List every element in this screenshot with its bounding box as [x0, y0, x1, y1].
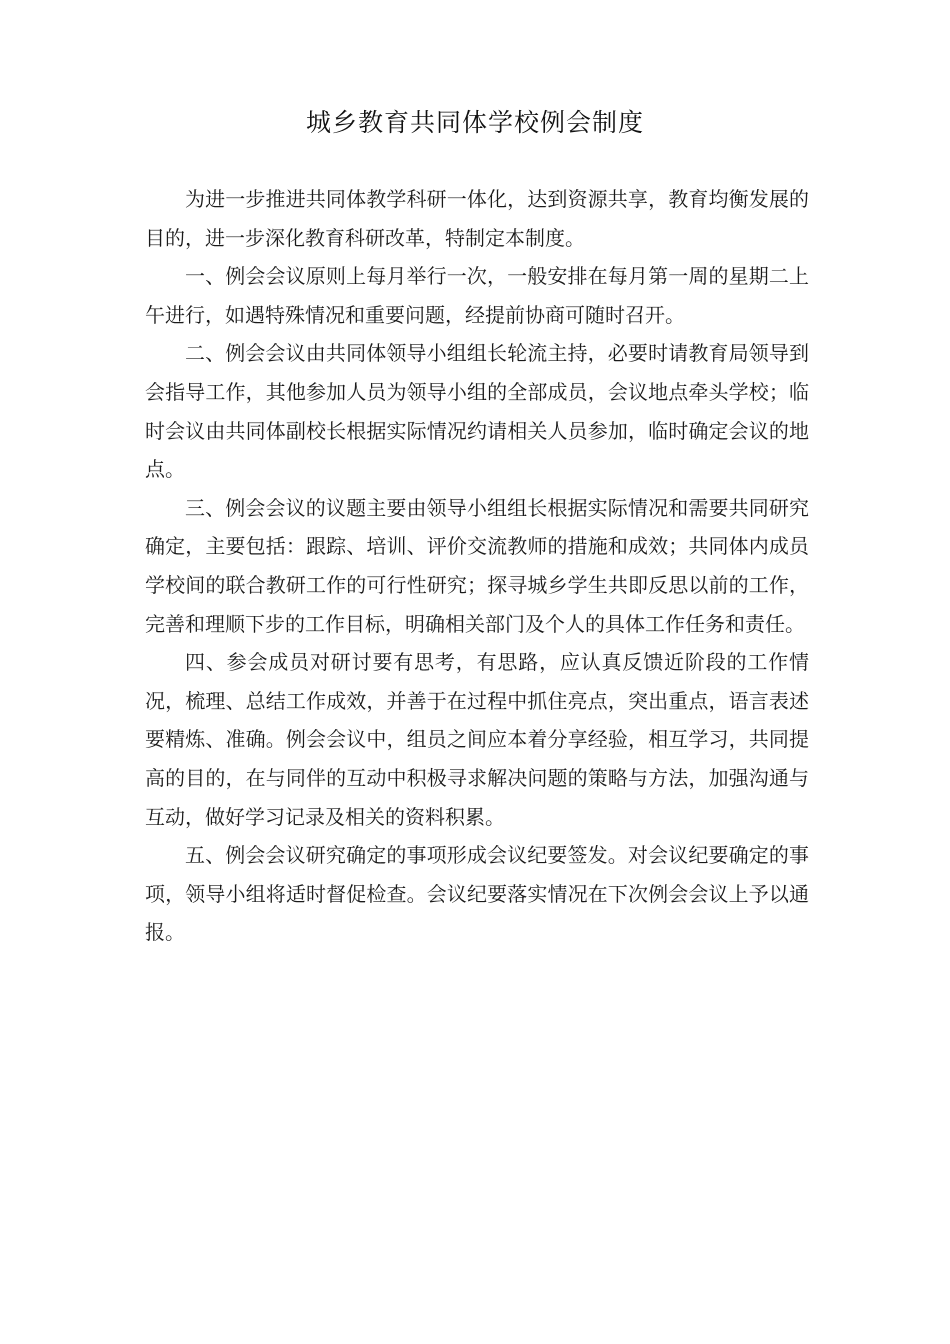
- document-body: [145, 180, 809, 952]
- paragraph-intro: 为进一步推进共同体教学科研一体化，达到资源共享，教育均衡发展的目的，进一步深化教育科研改革，特制定本制度。: [145, 187, 809, 250]
- document-title: 城乡教育共同体学校例会制度: [305, 108, 644, 137]
- paragraph-rule-1: 一、例会会议原则上每月举行一次，一般安排在每月第一周的星期二上午进行，如遇特殊情况和重要问题，经提前协商可随时召开。: [145, 264, 809, 327]
- paragraph-rule-3: 三、例会会议的议题主要由领导小组组长根据实际情况和需要共同研究确定，主要包括：跟踪、培训、评价交流教师的措施和成效；共同体内成员学校间的联合教研工作的可行性研究；探寻城乡学生共即反思以前的工作，完善和理顺下步的工作目标，明确相关部门及个人的具体工作任务和责任。: [145, 495, 809, 636]
- paragraph-rule-5: 五、例会会议研究确定的事项形成会议纪要签发。对会议纪要确定的事项，领导小组将适时督促检查。会议纪要落实情况在下次例会会议上予以通报。: [145, 843, 809, 945]
- paragraph-rule-4: 四、参会成员对研讨要有思考，有思路，应认真反馈近阶段的工作情况，梳理、总结工作成效，并善于在过程中抓住亮点，突出重点，语言表述要精炼、准确。例会会议中，组员之间应本着分享经验，相互学习，共同提高的目的，在与同伴的互动中积极寻求解决问题的策略与方法，加强沟通与互动，做好学习记录及相关的资料积累。: [145, 650, 809, 829]
- paragraph-rule-2: 二、例会会议由共同体领导小组组长轮流主持，必要时请教育局领导到会指导工作，其他参加人员为领导小组的全部成员，会议地点牵头学校；临时会议由共同体副校长根据实际情况约请相关人员参加，临时确定会议的地点。: [145, 341, 809, 482]
